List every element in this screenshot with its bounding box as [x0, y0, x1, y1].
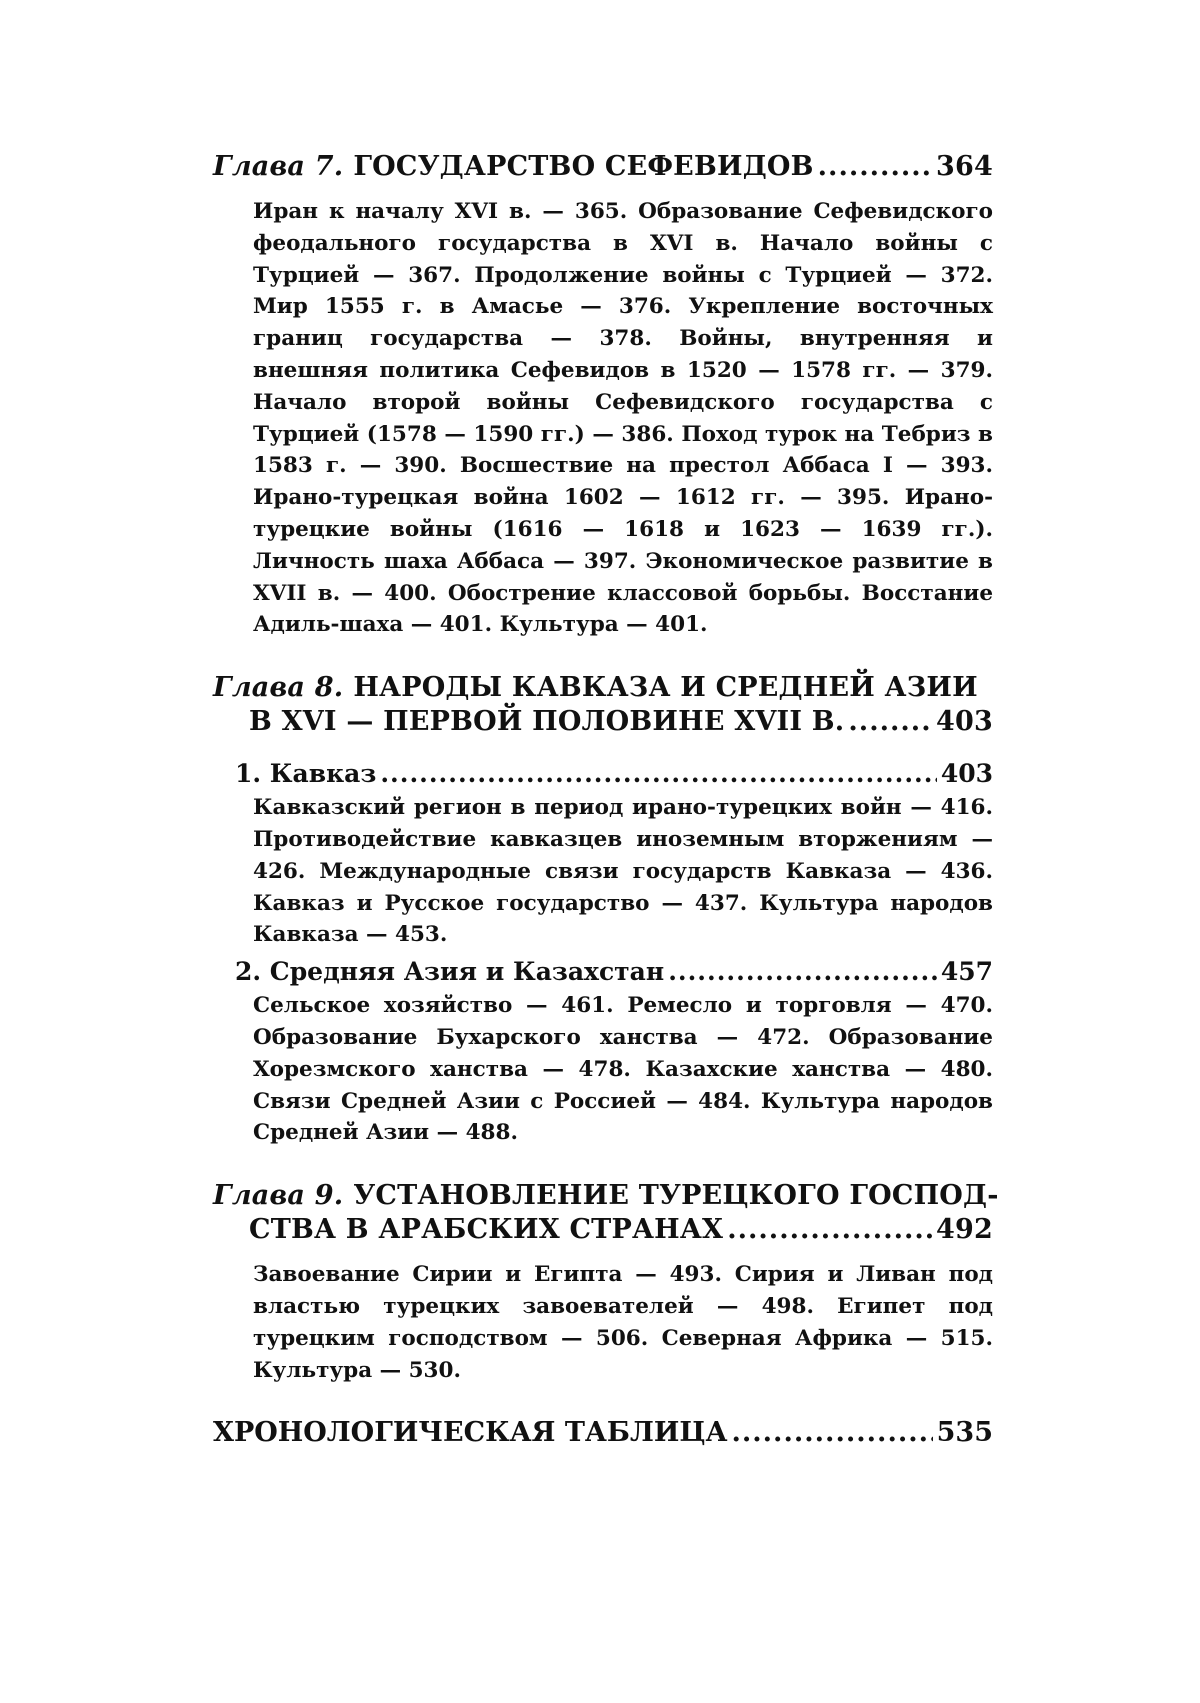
chapter-7 [213, 150, 993, 641]
page-number: 403 [936, 706, 993, 738]
dot-leader [380, 757, 936, 790]
page-number: 535 [936, 1417, 993, 1449]
chapter-heading [213, 671, 993, 739]
chapter-label: Глава 7. [213, 151, 344, 182]
section-caucasus [235, 757, 993, 951]
section-summary: Сельское хозяйство — 461. Ремесло и торговля — 470. Образование Бухарского ханства — 472. Образование Хорезмского ханства — 478. Казахские ханства — 480. Связи Средней Азии с Россией — 484. Культура народов Средней Азии — 488. [253, 993, 993, 1146]
chapter-title: ГОСУДАРСТВО СЕФЕВИДОВ [353, 151, 814, 182]
chapter-heading-line [213, 671, 993, 705]
chapter-heading [213, 150, 993, 184]
chapter-8 [213, 671, 993, 1149]
chapter-summary: Иран к началу XVI в. — 365. Образование Сефевидского феодального государства в XVI в. Начало войны с Турцией — 367. Продолжение войны с Турцией — 372. Мир 1555 г. в Амасье — 376. Укрепление восточных границ государства — 378. Войны, внутренняя и внешняя политика Сефевидов в 1520 — 1578 гг. — 379. Начало второй войны Сефевидского государства с Турцией (1578 — 1590 гг.) — 386. Поход турок на Тебриз в 1583 г. — 390. Восшествие на престол Аббаса I — 393. Ирано-турецкая война 1602 — 1612 гг. — 395. Ирано-турецкие войны (1616 — 1618 и 1623 — 1639 гг.). Личность шаха Аббаса — 397. Экономическое развитие в XVII в. — 400. Обострение классовой борьбы. Восстание Адиль-шаха — 401. Культура — 401. [253, 199, 993, 638]
chapter-title-line-2: В XVI — ПЕРВОЙ ПОЛОВИНЕ XVII В. [249, 706, 845, 738]
chapter-summary: Завоевание Сирии и Египта — 493. Сирия и Ливан под властью турецких завоевателей — 498. Египет под турецким господством — 506. Северная Африка — 515. Культура — 530. [253, 1262, 993, 1383]
section-heading [235, 757, 993, 790]
chapter-title-line-2: СТВА В АРАБСКИХ СТРАНАХ [249, 1214, 724, 1246]
chapter-heading [213, 1179, 999, 1247]
section-title: 2. Средняя Азия и Казахстан [235, 957, 665, 987]
chapter-title-line-1: НАРОДЫ КАВКАЗА И СРЕДНЕЙ АЗИИ [353, 672, 978, 704]
chapter-title-line-1: УСТАНОВЛЕНИЕ ТУРЕЦКОГО ГОСПОД- [353, 1180, 999, 1212]
section-heading [235, 955, 993, 988]
section-summary: Кавказский регион в период ирано-турецких войн — 416. Противодействие кавказцев иноземным вторжениям — 426. Международные связи государств Кавказа — 436. Кавказ и Русское государство — 437. Культура народов Кавказа — 453. [253, 795, 993, 948]
chapter-heading-line [213, 705, 993, 739]
page-number: 457 [940, 957, 993, 987]
chapter-heading-line [213, 1179, 999, 1213]
chapter-9 [213, 1179, 999, 1386]
section-title: 1. Кавказ [235, 759, 377, 789]
section-central-asia [235, 955, 993, 1149]
dot-leader [818, 150, 932, 184]
page-number: 492 [936, 1214, 993, 1246]
page-number: 403 [940, 759, 993, 789]
chapter-label: Глава 8. [213, 672, 344, 704]
dot-leader [727, 1213, 932, 1247]
chronology-title: ХРОНОЛОГИЧЕСКАЯ ТАБЛИЦА [213, 1417, 728, 1449]
dot-leader [731, 1416, 932, 1450]
chapter-label: Глава 9. [213, 1180, 344, 1212]
page-number: 364 [936, 151, 993, 182]
chapter-heading-line [213, 150, 993, 184]
table-of-contents [213, 150, 999, 1450]
chapter-heading-line [213, 1213, 993, 1247]
dot-leader [668, 955, 937, 988]
dot-leader [848, 705, 932, 739]
chronology-entry [213, 1416, 993, 1450]
